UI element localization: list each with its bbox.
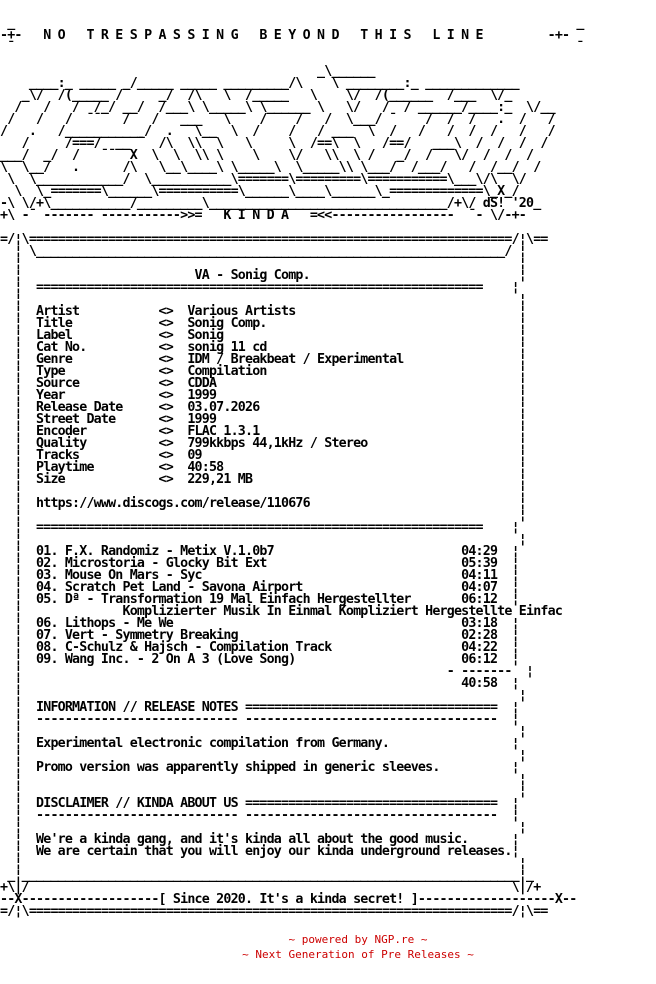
nfo-line: -+- N O T R E S P A S S I N G B E Y O N D T H I S L I N E -+- [0,28,570,43]
nfo-text-block [0,18,584,918]
nfo-line: ¦ - ------- ¦ [0,664,534,679]
nfo-line: ¦ Title <> Sonig Comp. ¦ [0,316,526,331]
nfo-line: ¦ Genre <> IDM / Breakbeat / Experimental ¦ [0,352,526,367]
nfo-line: -\ \/+\___________/_________\_________________________________/+\/ dS! '20_ [0,196,555,211]
nfo-line: ¦ ¦ [0,772,526,787]
nfo-line: / /===/ __ ¯ /\ \\ \ \ \ /==\ \ /==/ ___\ / / / / [0,136,570,151]
ngp-tagline-text: ~ Next Generation of Pre Releases ~ [242,948,474,961]
nfo-line: ___/ _/ / ¯¯ X \ \ \\ \ \ \/ \\ \ / _/ / \/ / / / [0,148,563,163]
nfo-line: \ \__/ . /\ \__\____\ \_____\ \_____\\ \___/ /___/ / /__/ / [0,160,577,175]
nfo-line: ¦ ¦ [0,688,526,703]
nfo-line: _\______ [0,64,563,79]
nfo-line: ¦ Year <> 1999 ¦ [0,388,526,403]
nfo-line: ¦ ============================================================== ¦ [0,520,519,535]
nfo-line: ¦ ¦ [0,724,526,739]
nfo-line: ¦ 09. Wang Inc. - 2 On A 3 (Love Song) 06:12 ¦ [0,652,519,667]
nfo-line: _¦_____________________________________________________________________¦_ [0,868,534,883]
nfo-line: ¦ Encoder <> FLAC 1.3.1 ¦ [0,424,526,439]
nfo-line: ¦ 06. Lithops - Me We 03:18 ¦ [0,616,519,631]
nfo-line: ¦ Promo version was apparently shipped in generic sleeves. ¦ [0,760,519,775]
powered-by-text: ~ powered by NGP.re ~ [288,933,428,946]
nfo-line: / . /___________/ . \__ \ / / / ___ \ / / / / / / / [0,124,570,139]
nfo-line: ¦ Experimental electronic compilation from Germany. ¦ [0,736,519,751]
nfo-line: _\/ /(_____ / _/ /\ \ /_____ \ \/ /(______ /___ \/_ [0,88,570,103]
nfo-line: ¦ ¦ [0,532,526,547]
nfo-line: ¦ Label <> Sonig ¦ [0,328,526,343]
nfo-line: ¦ ---------------------------- ----------------------------------- ¦ [0,808,519,823]
nfo-line: ¦ 07. Vert - Symmetry Breaking 02:28 ¦ [0,628,519,643]
nfo-line: ¦ \_________________________________________________________________/ ¦ [0,244,526,259]
nfo-line: ¦ ============================================================== ¦ [0,280,519,295]
nfo-line: --X-------------------[ Since 2020. It's a kinda secret! ]-------------------X-- [0,892,577,907]
nfo-line: ¦ Komplizierter Musik In Einmal Kompliziert Hergestellte Einfac [0,604,563,619]
nfo-line: ¦ ¦ [0,292,526,307]
nfo-line: ¦ Artist <> Various Artists ¦ [0,304,526,319]
nfo-line: ¦ ¦ [0,748,526,763]
nfo-line: ¦ Source <> CDDA ¦ [0,376,526,391]
nfo-line: ¦ Tracks <> 09 ¦ [0,448,526,463]
nfo-line: =/¦\===================================================================/¦\== [0,232,548,247]
nfo-line: =/¦\===================================================================/¦\== [0,904,548,919]
nfo-line: ¦ 05. Dª - Transformation 19 Mal Einfach Hergestellter 06:12 ¦ [0,592,519,607]
nfo-line: ¦ ---------------------------- ----------------------------------- ¦ [0,712,519,727]
nfo-line: ¦ 40:58 ¦ [0,676,519,691]
nfo-line: \ \_=======\______\===========\______\____\______\_=============\_X_/ [0,184,577,199]
nfo-line: ¦ INFORMATION // RELEASE NOTES =================================== ¦ [0,700,519,715]
nfo-line: / / / ¯¯ / / ___ \ / / / \___/ ¯ / / / . / / [0,112,563,127]
nfo-line: ¦ Playtime <> 40:58 ¦ [0,460,526,475]
nfo-line: ¦ Size <> 229,21 MB ¦ [0,472,526,487]
nfo-line: ¦ 01. F.X. Randomiz - Metix V.1.0b7 04:29 ¦ [0,544,519,559]
nfo-line: +\|/ \|/+ [0,880,541,895]
nfo-line: ¦ ¦ [0,820,526,835]
nfo-line: \ \____________/ \___________\=======\=========\===========\___\/\ \/ [0,172,570,187]
nfo-line: ¯ ¯ [0,40,584,55]
nfo-line: ¦ We're a kinda gang, and it's kinda all about the good music. ¦ [0,832,519,847]
nfo-line: ¦ ¦ [0,856,526,871]
nfo-line: / / / /_/ __/ /___\ \_____\ \______ \ \/ / / ______/____:_ \/__ [0,100,570,115]
nfo-line: ¦ We are certain that you will enjoy our kinda underground releases.¦ [0,844,519,859]
nfo-line: ¦ ¦ [0,508,526,523]
nfo-line: ¦ 03. Mouse On Mars - Syc 04:11 ¦ [0,568,519,583]
nfo-line: ¦ VA - Sonig Comp. ¦ [0,268,526,283]
nfo-line: ¦ ¦ [0,256,526,271]
nfo-line: ¦ Cat No. <> sonig 11 cd ¦ [0,340,526,355]
nfo-line: ____:_ _____ _/_____ _____ _________/\ \ ________:_ _____________ [0,76,570,91]
nfo-line: ¦ 04. Scratch Pet Land - Savona Airport 04:07 ¦ [0,580,519,595]
nfo-line: ¦ ¦ [0,484,526,499]
nfo-line: ¦ Quality <> 799kkbps 44,1kHz / Stereo ¦ [0,436,526,451]
nfo-line: ¦ Release Date <> 03.07.2026 ¦ [0,400,526,415]
nfo-line: _ _ [0,16,584,31]
nfo-line: ¦ DISCLAIMER // KINDA ABOUT US =================================== ¦ [0,796,519,811]
nfo-line: ¦ ¦ [0,784,526,799]
nfo-line: ¦ 08. C-Schulz & Hajsch - Compilation Track 04:22 ¦ [0,640,519,655]
nfo-line: ¦ 02. Microstoria - Glocky Bit Ext 05:39 ¦ [0,556,519,571]
footer [0,932,656,962]
nfo-line: ¦ Street Date <> 1999 ¦ [0,412,526,427]
nfo-line: ¦ Type <> Compilation ¦ [0,364,526,379]
nfo-line: +\ -¯ ------- ----------->>= K I N D A =<<----------------- ¯- \/-+- [0,208,526,223]
nfo-line: ¦ https://www.discogs.com/release/110676 ¦ [0,496,526,511]
